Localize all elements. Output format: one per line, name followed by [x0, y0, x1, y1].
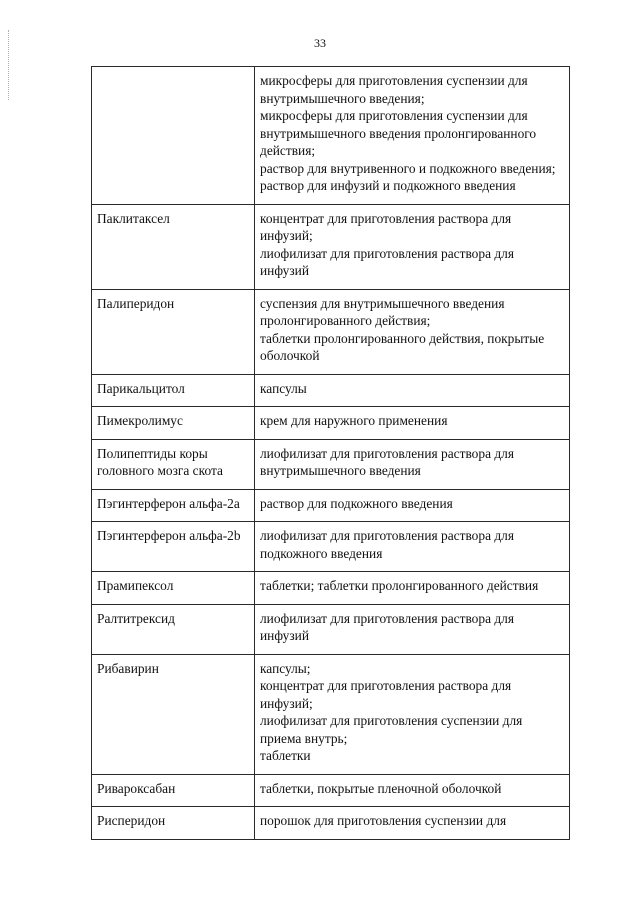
table-row: [92, 374, 570, 407]
drug-name-cell: [92, 67, 255, 205]
drug-name-cell: Палиперидон: [92, 289, 255, 374]
dosage-form-cell: [255, 604, 570, 654]
drug-name-cell: Паклитаксел: [92, 204, 255, 289]
dosage-form-cell: [255, 489, 570, 522]
dosage-form-cell: [255, 289, 570, 374]
dosage-form-line: капсулы: [260, 380, 307, 396]
table-row: [92, 572, 570, 605]
dosage-form-cell: [255, 67, 570, 205]
scan-margin-marks: [8, 30, 11, 100]
table-row: [92, 489, 570, 522]
dosage-form-cell: [255, 407, 570, 440]
drug-dosage-table: [91, 66, 570, 840]
drug-name-cell: Рисперидон: [92, 807, 255, 840]
drug-name-cell: Пэгинтерферон альфа-2а: [92, 489, 255, 522]
page-number: 33: [314, 36, 326, 50]
dosage-form-line: раствор для внутривенного и подкожного введения;: [260, 160, 556, 176]
dosage-form-line: концентрат для приготовления раствора для инфузий;: [260, 678, 512, 711]
drug-name-cell: Ривароксабан: [92, 774, 255, 807]
dosage-form-cell: [255, 572, 570, 605]
dosage-form-line: порошок для приготовления суспензии для: [260, 813, 507, 828]
table-row: [92, 407, 570, 440]
dosage-form-line: лиофилизат для приготовления раствора для внутримышечного введения: [260, 445, 515, 478]
table-row: [92, 289, 570, 374]
table-row: [92, 522, 570, 572]
table-row: [92, 67, 570, 205]
drug-name-cell: Прамипексол: [92, 572, 255, 605]
drug-name-cell: Ралтитрексид: [92, 604, 255, 654]
dosage-form-line: таблетки: [260, 748, 311, 763]
dosage-form-cell: [255, 439, 570, 489]
table-row: [92, 439, 570, 489]
dosage-form-line: лиофилизат для приготовления раствора для подкожного введения: [260, 528, 515, 561]
table-row: [92, 774, 570, 807]
dosage-form-cell: [255, 374, 570, 407]
table-row: [92, 807, 570, 840]
drug-table-body: [92, 67, 570, 840]
dosage-form-cell: [255, 654, 570, 774]
table-row: [92, 654, 570, 774]
dosage-form-cell: [255, 807, 570, 840]
dosage-form-cell: [255, 774, 570, 807]
dosage-form-cell: [255, 522, 570, 572]
drug-name-cell: Пэгинтерферон альфа-2b: [92, 522, 255, 572]
dosage-form-line: суспензия для внутримышечного введения пролонгированного действия;: [260, 295, 505, 328]
dosage-form-line: концентрат для приготовления раствора для инфузий;: [260, 210, 512, 243]
dosage-form-line: раствор для подкожного введения: [260, 495, 453, 511]
dosage-form-line: таблетки пролонгированного действия, покрытые оболочкой: [260, 330, 545, 363]
dosage-form-line: лиофилизат для приготовления раствора для инфузий: [260, 610, 515, 643]
drug-name-cell: Парикальцитол: [92, 374, 255, 407]
dosage-form-cell: [255, 204, 570, 289]
dosage-form-line: микросферы для приготовления суспензии для внутримышечного введения пролонгированного действия;: [260, 108, 537, 158]
dosage-form-line: лиофилизат для приготовления раствора для инфузий: [260, 245, 515, 278]
drug-name-cell: Рибавирин: [92, 654, 255, 774]
table-row: [92, 604, 570, 654]
dosage-form-line: таблетки, покрытые пленочной оболочкой: [260, 780, 502, 796]
table-row: [92, 204, 570, 289]
drug-name-cell: Пимекролимус: [92, 407, 255, 440]
dosage-form-line: капсулы;: [260, 660, 311, 676]
dosage-form-line: таблетки; таблетки пролонгированного действия: [260, 578, 539, 593]
dosage-form-line: лиофилизат для приготовления суспензии для приема внутрь;: [260, 713, 523, 746]
dosage-form-line: раствор для инфузий и подкожного введения: [260, 178, 516, 193]
dosage-form-line: крем для наружного применения: [260, 413, 448, 428]
drug-name-cell: Полипептиды коры головного мозга скота: [92, 439, 255, 489]
dosage-form-line: микросферы для приготовления суспензии для внутримышечного введения;: [260, 73, 528, 106]
